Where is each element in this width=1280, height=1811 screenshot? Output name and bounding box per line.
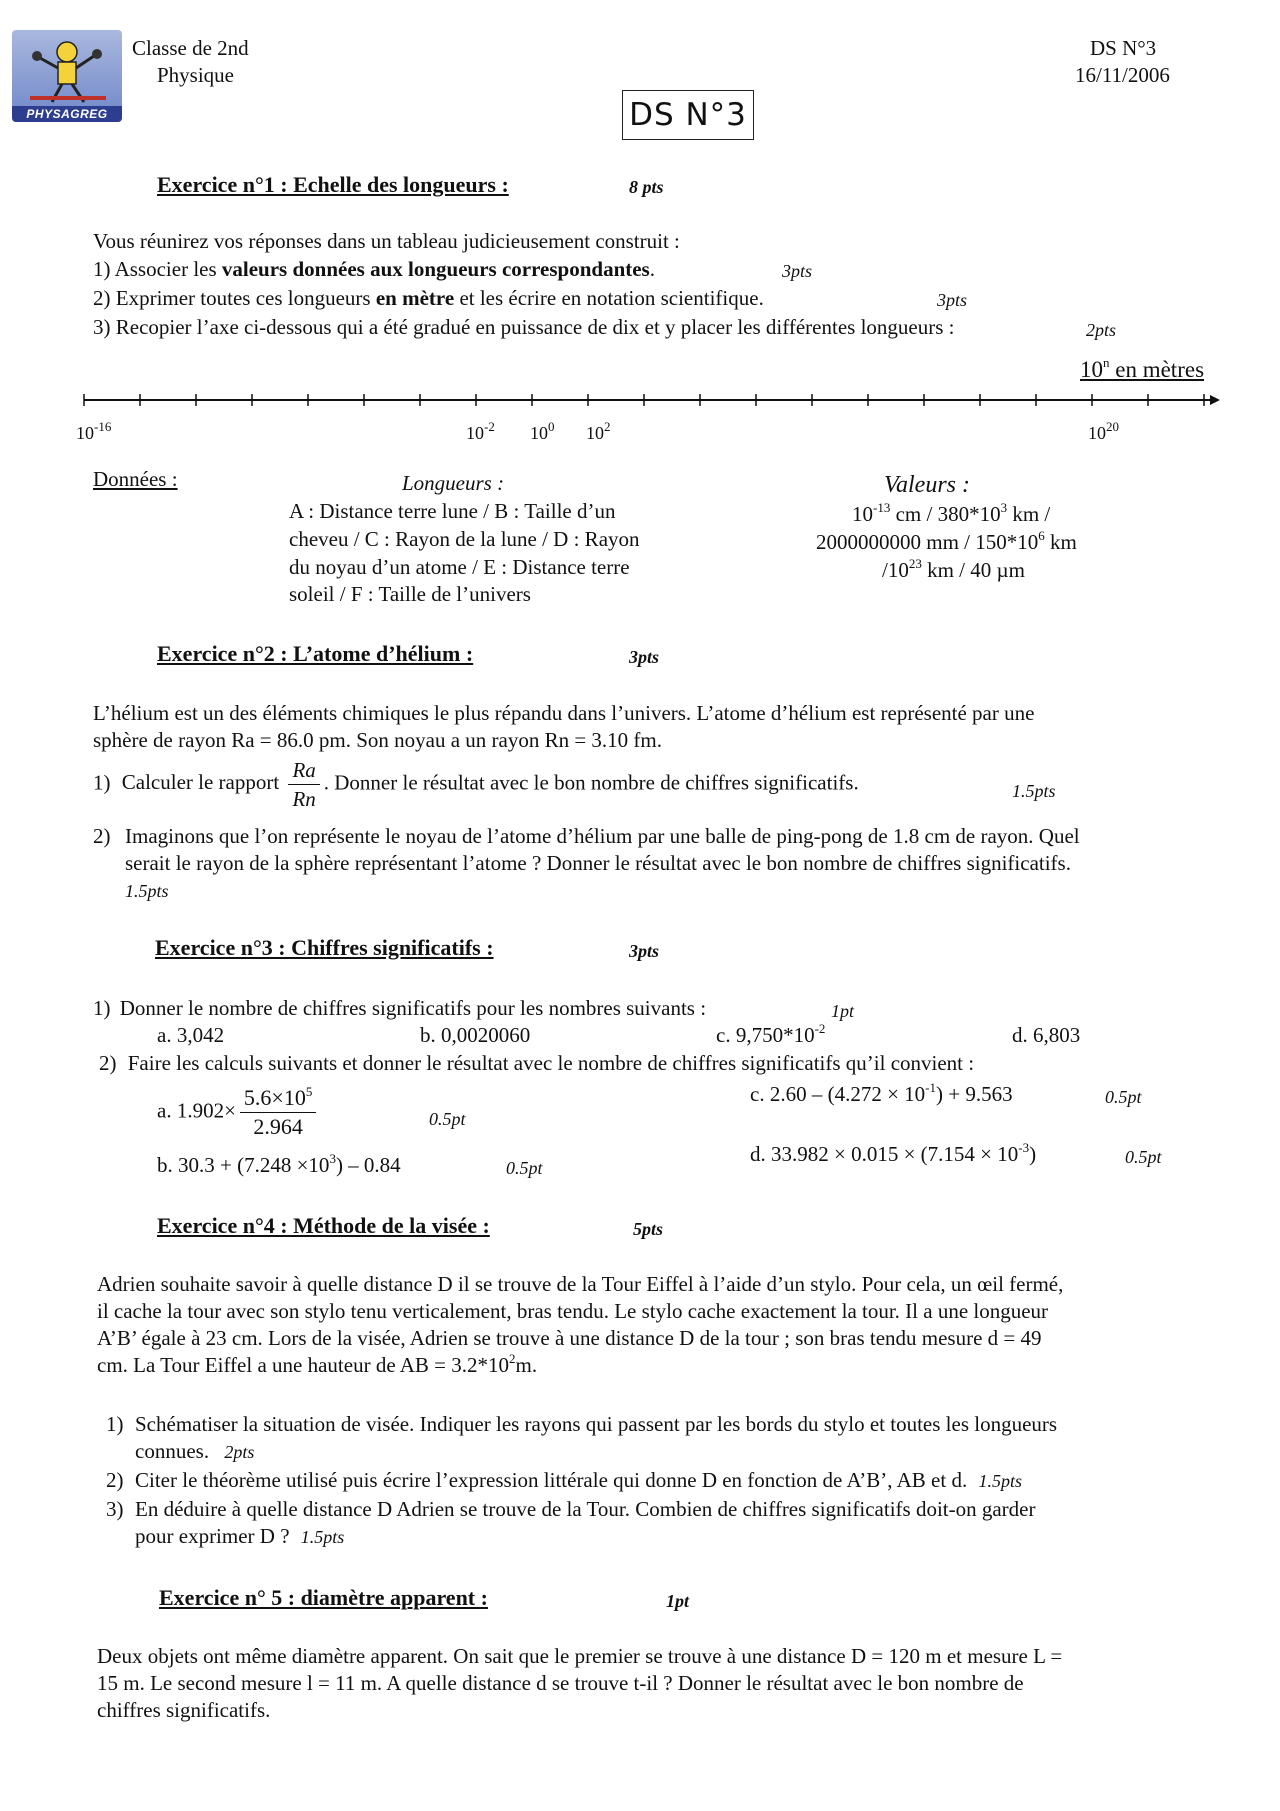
ex3-q1-points: 1pt [831, 1001, 855, 1021]
axis-label-exp: 0 [548, 419, 555, 434]
ex3-q1-c-exp: -2 [814, 1021, 826, 1036]
ex3-q1-b: b. 0,0020060 [420, 1023, 531, 1047]
ex3-q1-c [716, 1022, 825, 1049]
powers-of-ten-axis [78, 390, 1228, 414]
axis-label-base: 10 [466, 423, 484, 443]
valeurs-exp: 6 [1038, 528, 1045, 543]
ex1-q1 [93, 256, 655, 283]
ex4-paragraph-line: A’B’ égale à 23 cm. Lors de la visée, Adrien se trouve à une distance D de la tour ; son bras tendu mesure d = 49 [97, 1326, 1042, 1350]
ex3-q2-text: Faire les calculs suivants et donner le résultat avec le nombre de chiffres significatifs qu’il convient : [127, 1051, 975, 1075]
calc-c-points: 0.5pt [1105, 1087, 1142, 1107]
calc-a-denominator: 2.964 [253, 1114, 303, 1139]
axis-arrow-icon [1210, 395, 1220, 405]
valeurs-exp: 3 [1000, 500, 1008, 515]
axis-ticks [84, 394, 1204, 406]
calc-b-points: 0.5pt [506, 1158, 543, 1178]
ex1-title: Exercice n°1 : Echelle des longueurs : [157, 172, 509, 197]
axis-label-exp: -2 [484, 419, 495, 434]
valeurs-text: km [1044, 530, 1077, 554]
axis-unit [1080, 356, 1204, 383]
ex4-paragraph-line-4 [97, 1352, 537, 1379]
calc-a [157, 1084, 320, 1141]
ex1-q2-bold: en mètre [375, 286, 455, 310]
ex1-q2-text-a: Exprimer toutes ces longueurs [115, 286, 376, 310]
axis-label-base: 10 [530, 423, 548, 443]
logo-text: PHYSAGREG [12, 106, 122, 122]
valeurs-line-2 [816, 529, 1077, 556]
calc-d [750, 1141, 1036, 1168]
calc-b-text: ) – 0.84 [335, 1153, 401, 1177]
axis-label-base: 10 [1088, 423, 1106, 443]
valeurs-line-3 [882, 557, 1025, 584]
ex5-title: Exercice n° 5 : diamètre apparent : [159, 1585, 488, 1610]
ex1-q2-points: 3pts [937, 290, 968, 310]
longueurs-title: Longueurs : [402, 471, 505, 495]
ex4-q3-text: pour exprimer D ? [135, 1524, 290, 1548]
mascot-icon [12, 30, 122, 106]
valeurs-exp: 23 [908, 556, 922, 571]
calc-a-num-text: 5.6×10 [243, 1085, 306, 1110]
ex1-q2 [93, 285, 764, 312]
ex1-q1-num: 1) [93, 257, 111, 281]
ex2-q2-points: 1.5pts [125, 881, 169, 901]
ex2-q2-line-1: Imaginons que l’on représente le noyau de l’atome d’hélium par une balle de ping-pong de 1.8 cm de rayon. Quel [125, 824, 1080, 848]
valeurs-text: 10 [852, 502, 873, 526]
ex5-points: 1pt [666, 1591, 690, 1611]
donnees-label: Données : [93, 467, 178, 491]
calc-c-exp: -1 [925, 1080, 937, 1095]
ex2-q1 [93, 756, 859, 813]
ex3-q1-a: a. 3,042 [157, 1023, 225, 1047]
ex1-q1-points: 3pts [782, 261, 813, 281]
ex2-points: 3pts [629, 647, 660, 667]
axis-label-exp: -16 [94, 419, 112, 434]
valeurs-text: cm / 380*10 [890, 502, 1001, 526]
calc-b-text: b. 30.3 + (7.248 ×10 [157, 1153, 330, 1177]
ex4-p4-text: cm. La Tour Eiffel a une hauteur de AB = 3.2*10 [97, 1353, 509, 1377]
longueurs-line: A : Distance terre lune / B : Taille d’un [289, 499, 616, 523]
ex3-q1-text: Donner le nombre de chiffres significatifs pour les nombres suivants : [119, 996, 707, 1020]
calc-d-points: 0.5pt [1125, 1147, 1162, 1167]
ex1-q3-points: 2pts [1086, 320, 1117, 340]
ex1-intro: Vous réunirez vos réponses dans un tableau judicieusement construit : [93, 229, 680, 253]
ex3-title: Exercice n°3 : Chiffres significatifs : [155, 935, 494, 960]
ex1-q2-num: 2) [93, 286, 111, 310]
axis-label-plus2 [586, 420, 611, 447]
ex4-p4-text: m. [515, 1353, 538, 1377]
ex4-q2-num: 2) [106, 1468, 124, 1492]
ex4-q3-line-1: En déduire à quelle distance D Adrien se trouve de la Tour. Combien de chiffres significatifs doit-on garder [135, 1497, 1036, 1521]
ex4-title: Exercice n°4 : Méthode de la visée : [157, 1213, 490, 1238]
ex1-points: 8 pts [629, 177, 664, 197]
calc-b-exp: 3 [329, 1151, 336, 1166]
ex4-q2-text: Citer le théorème utilisé puis écrire l’expression littérale qui donne D en fonction de A’B’, AB et d. [135, 1468, 968, 1492]
axis-label-exp: 2 [604, 419, 611, 434]
valeurs-text: 2000000000 mm / 150*10 [816, 530, 1039, 554]
ex4-q3-line-2 [135, 1523, 344, 1551]
ex4-paragraph-line: il cache la tour avec son stylo tenu verticalement, bras tendu. Le stylo cache exactement la tour. Il a une longueur [97, 1299, 1049, 1323]
ex1-q2-text-b: et les écrire en notation scientifique. [454, 286, 764, 310]
fraction-denominator: Rn [292, 787, 316, 811]
ds-number: DS N°3 [1090, 36, 1157, 60]
longueurs-line: soleil / F : Taille de l’univers [289, 582, 531, 606]
axis-label-base: 10 [76, 423, 94, 443]
ex3-points: 3pts [629, 941, 660, 961]
class-name: Classe de 2nd [132, 36, 249, 60]
longueurs-line: du noyau d’un atome / E : Distance terre [289, 555, 630, 579]
axis-label-exp: 20 [1106, 419, 1119, 434]
ex4-q1-points: 2pts [224, 1442, 255, 1462]
ex2-q2-num: 2) [93, 824, 111, 848]
ex4-q2-points: 1.5pts [978, 1471, 1022, 1491]
page-title-box: DS N°3 [622, 90, 754, 140]
ex2-q1-points: 1.5pts [1012, 781, 1056, 801]
valeurs-text: km / [1007, 502, 1051, 526]
calc-a-points: 0.5pt [429, 1109, 466, 1129]
ex1-q1-bold: valeurs données aux longueurs correspondantes [221, 257, 650, 281]
ex5-paragraph-line: 15 m. Le second mesure l = 11 m. A quelle distance d se trouve t-il ? Donner le résultat avec le bon nombre de [97, 1671, 1024, 1695]
axis-label-zero [530, 420, 555, 447]
axis-unit-text: en mètres [1109, 357, 1205, 382]
valeurs-text: km / 40 µm [921, 558, 1025, 582]
valeurs-line-1 [852, 501, 1050, 528]
ex3-q1 [93, 995, 706, 1022]
axis-unit-exp: n [1103, 355, 1110, 371]
ex1-q1-text-b: . [649, 257, 655, 281]
calc-d-text: d. 33.982 × 0.015 × (7.154 × 10 [750, 1142, 1019, 1166]
calc-a-label: a. 1.902× [157, 1098, 236, 1123]
ex4-q1-line-1: Schématiser la situation de visée. Indiquer les rayons qui passent par les bords du stylo et toutes les longueurs [135, 1412, 1058, 1436]
calc-c-text: ) + 9.563 [936, 1082, 1013, 1106]
ex4-q1-num: 1) [106, 1412, 124, 1436]
valeurs-title: Valeurs : [884, 472, 970, 498]
axis-unit-base: 10 [1080, 357, 1103, 382]
physagreg-logo [12, 30, 122, 122]
ex2-q2-line-2: serait le rayon de la sphère représentant l’atome ? Donner le résultat avec le bon nombre de chiffres significatifs. [125, 851, 1071, 875]
longueurs-line: cheveu / C : Rayon de la lune / D : Rayon [289, 527, 640, 551]
exam-date: 16/11/2006 [1075, 63, 1170, 87]
axis-label-minus2 [466, 420, 495, 447]
ex2-intro-1: L’hélium est un des éléments chimiques le plus répandu dans l’univers. L’atome d’hélium est représenté par une [93, 701, 1035, 725]
ex3-q2 [99, 1050, 974, 1077]
valeurs-exp: -13 [873, 500, 891, 515]
axis-label-max [1088, 420, 1119, 447]
ex2-intro-2: sphère de rayon Ra = 86.0 pm. Son noyau a un rayon Rn = 3.10 fm. [93, 728, 663, 752]
subject: Physique [157, 63, 235, 87]
ex3-q1-c-text: c. 9,750*10 [716, 1023, 815, 1047]
calc-a-fraction [240, 1084, 316, 1141]
calc-c-text: c. 2.60 – (4.272 × 10 [750, 1082, 926, 1106]
ex5-paragraph-line: Deux objets ont même diamètre apparent. On sait que le premier se trouve à une distance D = 120 m et mesure L = [97, 1644, 1063, 1668]
ex1-q3-text: Recopier l’axe ci-dessous qui a été gradué en puissance de dix et y placer les différentes longueurs : [115, 315, 955, 339]
ex4-p4-exp: 2 [509, 1351, 516, 1366]
fraction-numerator: Ra [288, 756, 319, 785]
valeurs-text: /10 [882, 558, 909, 582]
calc-c [750, 1081, 1013, 1108]
calc-a-numerator [240, 1084, 316, 1113]
calc-d-text: ) [1029, 1142, 1037, 1166]
ex4-points: 5pts [633, 1219, 664, 1239]
ex4-q2 [135, 1467, 1022, 1495]
ex2-q1-num: 1) [93, 770, 111, 795]
ex5-paragraph-line: chiffres significatifs. [97, 1698, 271, 1722]
ex4-q1-text: connues. [135, 1439, 210, 1463]
axis-label-min [76, 420, 111, 447]
ex2-fraction [288, 756, 319, 813]
ex4-q1-line-2 [135, 1438, 254, 1466]
ex3-q1-d: d. 6,803 [1012, 1023, 1081, 1047]
ex4-q3-num: 3) [106, 1497, 124, 1521]
ex1-q3-num: 3) [93, 315, 111, 339]
ex2-title: Exercice n°2 : L’atome d’hélium : [157, 641, 474, 666]
ex4-q3-points: 1.5pts [300, 1527, 345, 1547]
ex1-q3 [93, 314, 954, 341]
ex3-q2-num: 2) [99, 1051, 117, 1075]
calc-b [157, 1152, 401, 1179]
ex3-q1-num: 1) [93, 996, 111, 1020]
ex2-q1-text-a: Calculer le rapport [121, 770, 280, 795]
ex1-q1-text-a: Associer les [114, 257, 222, 281]
ex4-paragraph-line: Adrien souhaite savoir à quelle distance D il se trouve de la Tour Eiffel à l’aide d’un stylo. Pour cela, un œil fermé, [97, 1272, 1064, 1296]
ex2-q1-text-b: . Donner le résultat avec le bon nombre de chiffres significatifs. [323, 770, 859, 795]
calc-a-num-exp: 5 [305, 1083, 313, 1099]
axis-label-base: 10 [586, 423, 604, 443]
calc-d-exp: -3 [1018, 1140, 1030, 1155]
